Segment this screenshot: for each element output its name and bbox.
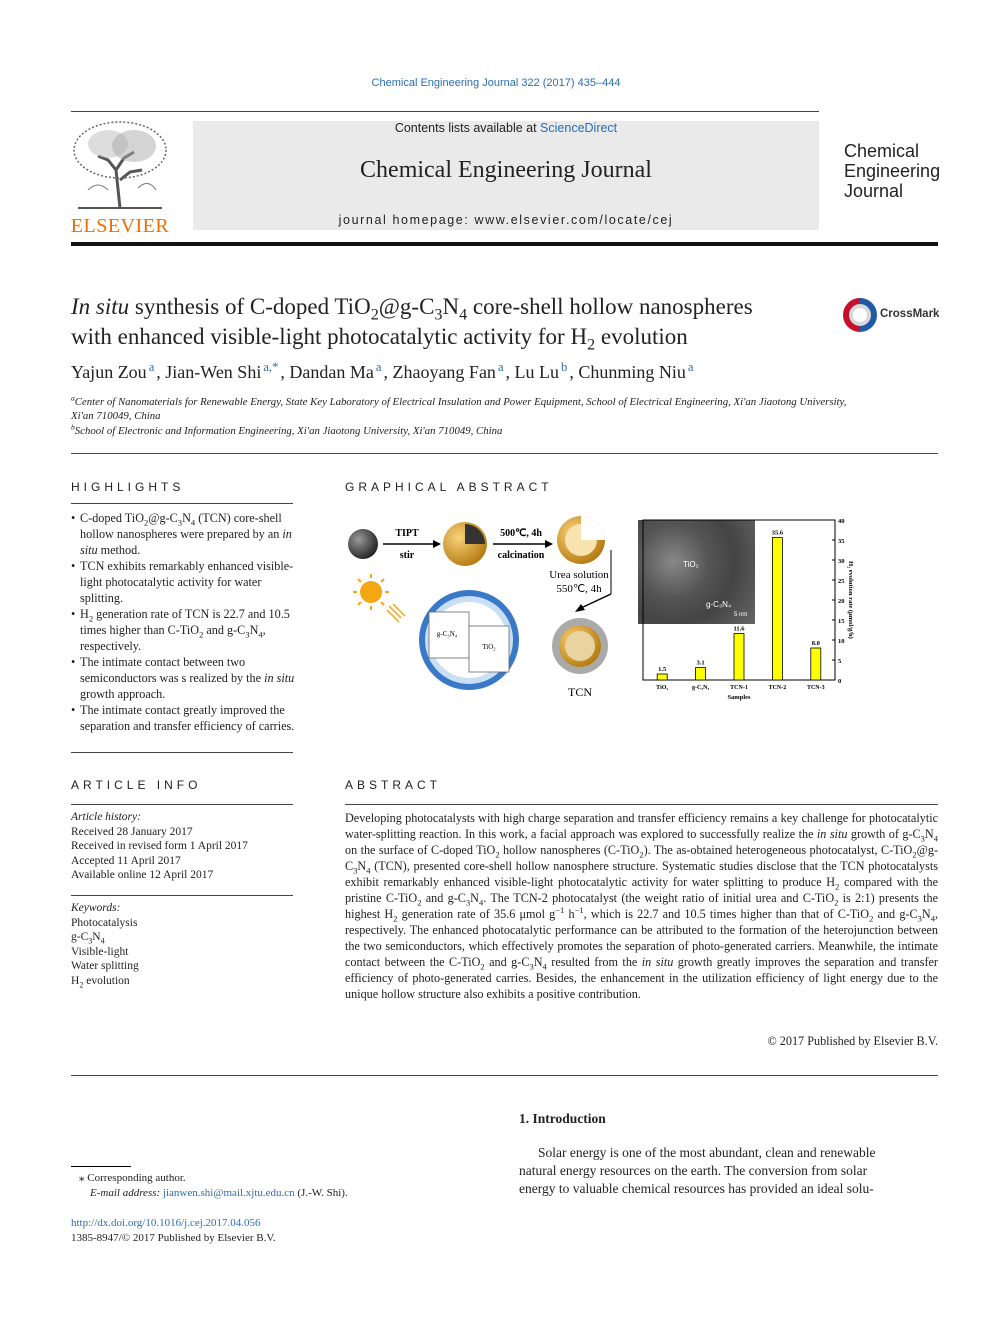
author[interactable]: Jian-Wen Shi	[165, 362, 262, 382]
issn-line: 1385-8947/© 2017 Published by Elsevier B.V.	[71, 1232, 276, 1244]
y-tick-label: 30	[838, 558, 845, 565]
y-tick-label: 5	[838, 658, 842, 665]
top-rule	[71, 111, 819, 112]
keyword: $g-C_3N_4$	[71, 931, 105, 946]
highlight-item: • C-doped $TiO_2@g-C_3N_4$ (TCN) core-shell hollow nanospheres were prepared by an in situ method.	[71, 510, 295, 558]
keyword: Water splitting	[71, 960, 139, 972]
keywords: Keywords: Photocatalysis $g-C_3N_4$ Visible-light Water splitting $H_2$ evolution	[71, 902, 139, 989]
x-tick-label: g-C₃N₄	[691, 685, 710, 691]
svg-text:stir: stir	[399, 550, 415, 561]
y-tick-label: 35	[838, 538, 845, 545]
highlights-rule	[71, 503, 293, 504]
elsevier-logo	[68, 120, 172, 237]
corresponding-author: ⁎ Corresponding author.	[79, 1172, 186, 1184]
bar-value-label: 1.5	[658, 666, 667, 673]
bar	[811, 648, 821, 680]
bar-value-label: 35.6	[771, 529, 784, 537]
tem-image: TiO₂ g-C₃N₄ 5 nm	[638, 520, 755, 624]
x-tick-label: TiO₂	[656, 685, 669, 691]
email-line: E-mail address: jianwen.shi@mail.xjtu.edu.cn (J.-W. Shi).	[90, 1187, 348, 1199]
bar-value-label: 8.0	[811, 640, 820, 647]
body-rule	[71, 1075, 938, 1076]
highlights-heading: HIGHLIGHTS	[71, 480, 185, 494]
sun-icon	[353, 574, 405, 622]
bar-value-label: 3.1	[696, 659, 705, 667]
y-tick-label: 25	[838, 578, 845, 585]
header-thick-rule	[71, 242, 938, 246]
highlight-item: • $H_2$ generation rate of TCN is 22.7 and 10.5 times higher than C-TiO$_2$ and $g-C_3N_4$, respectively.	[71, 606, 295, 654]
journal-title: Chemical Engineering Journal	[360, 157, 652, 183]
journal-banner	[193, 121, 819, 230]
bar	[657, 674, 667, 680]
template-sphere	[348, 529, 378, 559]
intro-paragraph: Solar energy is one of the most abundant, clean and renewable natural energy resources on the earth. The conversion from solar energy to valuable chemical resources has provided an ideal solu-	[519, 1145, 876, 1196]
article-history: Article history: Received 28 January 2017 Received in revised form 1 April 2017 Accepted 11 April 2017 Available online 12 April 2017	[71, 811, 248, 881]
keyword: Visible-light	[71, 945, 129, 958]
highlights-bottom-rule	[71, 752, 293, 753]
y-tick-label: 15	[838, 618, 845, 625]
article-info-heading: ARTICLE INFO	[71, 778, 202, 792]
svg-text:Urea solution: Urea solution	[549, 569, 609, 581]
affiliations: $^a$Center of Nanomaterials for Renewable Energy, State Key Laboratory of Electrical Insulation and Power Equipment, School of Electrical Engineering, Xi'an Jiaotong University, Xi'an 710049, China $^b$School of Electronic and Information Engineering, Xi'an Jiaotong University, Xi'an 710049, China	[71, 393, 847, 437]
y-tick-label: 20	[838, 598, 845, 605]
highlight-item: • TCN exhibits remarkably enhanced visible-light photocatalytic activity for water splitting.	[71, 558, 295, 606]
elsevier-wordmark: ELSEVIER	[70, 215, 170, 237]
crossmark-badge[interactable]: CrossMark	[843, 298, 943, 334]
bar	[696, 668, 706, 680]
svg-text:calcination: calcination	[497, 550, 545, 561]
history-rule	[71, 895, 293, 896]
bar	[734, 634, 744, 680]
intro-heading: 1. Introduction	[519, 1111, 606, 1126]
author[interactable]: Zhaoyang Fan	[392, 362, 496, 382]
abstract-heading: ABSTRACT	[345, 778, 442, 792]
journal-cover: Chemical Engineering Journal	[844, 141, 941, 201]
article-title: In situ synthesis of C-doped $TiO_2@g-C_3N_4$ core-shell hollow nanospheres with enhanced visible-light photocatalytic activity for $H_2$ evolution	[71, 294, 753, 354]
graphical-abstract-figure	[345, 510, 865, 710]
article-info-rule	[71, 804, 293, 805]
email-link[interactable]: jianwen.shi@mail.xjtu.edu.cn	[162, 1187, 295, 1199]
y-tick-label: 10	[838, 638, 845, 645]
author[interactable]: Yajun Zou	[71, 362, 147, 382]
crossmark-icon	[843, 298, 877, 332]
x-tick-label: TCN-2	[768, 685, 787, 691]
journal-homepage[interactable]: journal homepage: www.elsevier.com/locate/cej	[338, 213, 674, 227]
h2-evolution-chart	[635, 510, 865, 710]
synthesis-scheme	[345, 510, 635, 710]
doi-link[interactable]: http://dx.doi.org/10.1016/j.cej.2017.04.056	[71, 1217, 261, 1229]
highlights-list	[71, 510, 295, 734]
x-tick-label: TCN-1	[730, 685, 748, 691]
svg-text:g-C₃N₄: g-C₃N₄	[436, 630, 458, 638]
svg-text:TiO₂: TiO₂	[482, 643, 496, 651]
author[interactable]: Lu Lu	[514, 362, 560, 382]
keyword: Photocatalysis	[71, 916, 138, 929]
graphical-abstract-heading: GRAPHICAL ABSTRACT	[345, 480, 553, 494]
highlight-item: • The intimate contact between two semiconductors was s realized by the in situ growth approach.	[71, 654, 295, 702]
affiliation-rule	[71, 453, 938, 454]
tree-icon	[68, 120, 172, 212]
bar-value-label: 11.6	[733, 625, 745, 633]
journal-citation[interactable]: Chemical Engineering Journal 322 (2017) 435–444	[371, 77, 621, 89]
abstract-body: Developing photocatalysts with high charge separation and transfer efficiency remains a key challenge for photocatalytic water-splitting reaction. In this work, a facial approach was explored to successfully realize the in situ growth of $g-C_3N_4$ on the surface of C-doped TiO$_2$ hollow nanospheres (C-TiO$_2$). The as-obtained heterogeneous photocatalyst, $C-TiO_2@g-C_3N_4$ (TCN), presented core-shell hollow nanosphere structure. Systematic studies disclose that the TCN photocatalysts exhibit remarkably enhanced visible-light photocatalytic activity for water splitting to produce $H_2$ compared with the pristine C-TiO$_2$ and $g-C_3N_4$. The TCN-2 photocatalyst (the weight ratio of initial urea and C-TiO$_2$ is 2:1) presents the highest $H_2$ generation rate of 35.6 μmol $g^{-1}$ $h^{-1}$, which is 22.7 and 10.5 times higher than that of C-TiO$_2$ and $g-C_3N_4$, respectively. The enhanced photocatalytic performance can be attributed to the formation of the heterojunction between the two semiconductors, which effectively promotes the separation of photo-generated carriers. Meanwhile, the intimate contact between the C-TiO$_2$ and $g-C_3N_4$ resulted from the in situ growth greatly improves the separation and transfer efficiency of photo-generated carries. Besides, the enhancement in the utilization efficiency of light energy due to the unique hollow structure also exhibits a positive contribution.	[345, 811, 939, 1001]
author[interactable]: Chunming Niu	[578, 362, 686, 382]
footnote-rule	[71, 1166, 131, 1167]
author[interactable]: Dandan Ma	[289, 362, 374, 382]
abstract-rule	[345, 804, 938, 805]
y-tick-label: 40	[838, 518, 845, 525]
copyright: © 2017 Published by Elsevier B.V.	[767, 1034, 938, 1048]
y-axis-label: H₂ evolution rate (μmol/g/h)	[847, 561, 854, 639]
sciencedirect-link[interactable]: ScienceDirect	[540, 121, 618, 135]
bar	[772, 538, 782, 680]
keyword: $H_2$ evolution	[71, 974, 130, 989]
x-tick-label: TCN-3	[806, 685, 825, 691]
highlight-item: • The intimate contact greatly improved the separation and transfer efficiency of carries.	[71, 702, 295, 734]
svg-text:550℃, 4h: 550℃, 4h	[556, 583, 602, 595]
svg-text:TCN: TCN	[568, 685, 592, 699]
y-tick-label: 0	[838, 678, 842, 685]
svg-text:TIPT: TIPT	[395, 528, 419, 539]
svg-text:500℃, 4h: 500℃, 4h	[500, 528, 542, 539]
x-axis-label: Samples	[727, 694, 751, 701]
author-list: Yajun Zou $^a$ , Jian-Wen Shi $^{a,*}$ , Dandan Ma $^a$ , Zhaoyang Fan $^a$ , Lu Lu $^b$ , Chunming Niu $^a$	[71, 360, 694, 382]
contents-line: Contents lists available at ScienceDirect	[394, 121, 618, 135]
